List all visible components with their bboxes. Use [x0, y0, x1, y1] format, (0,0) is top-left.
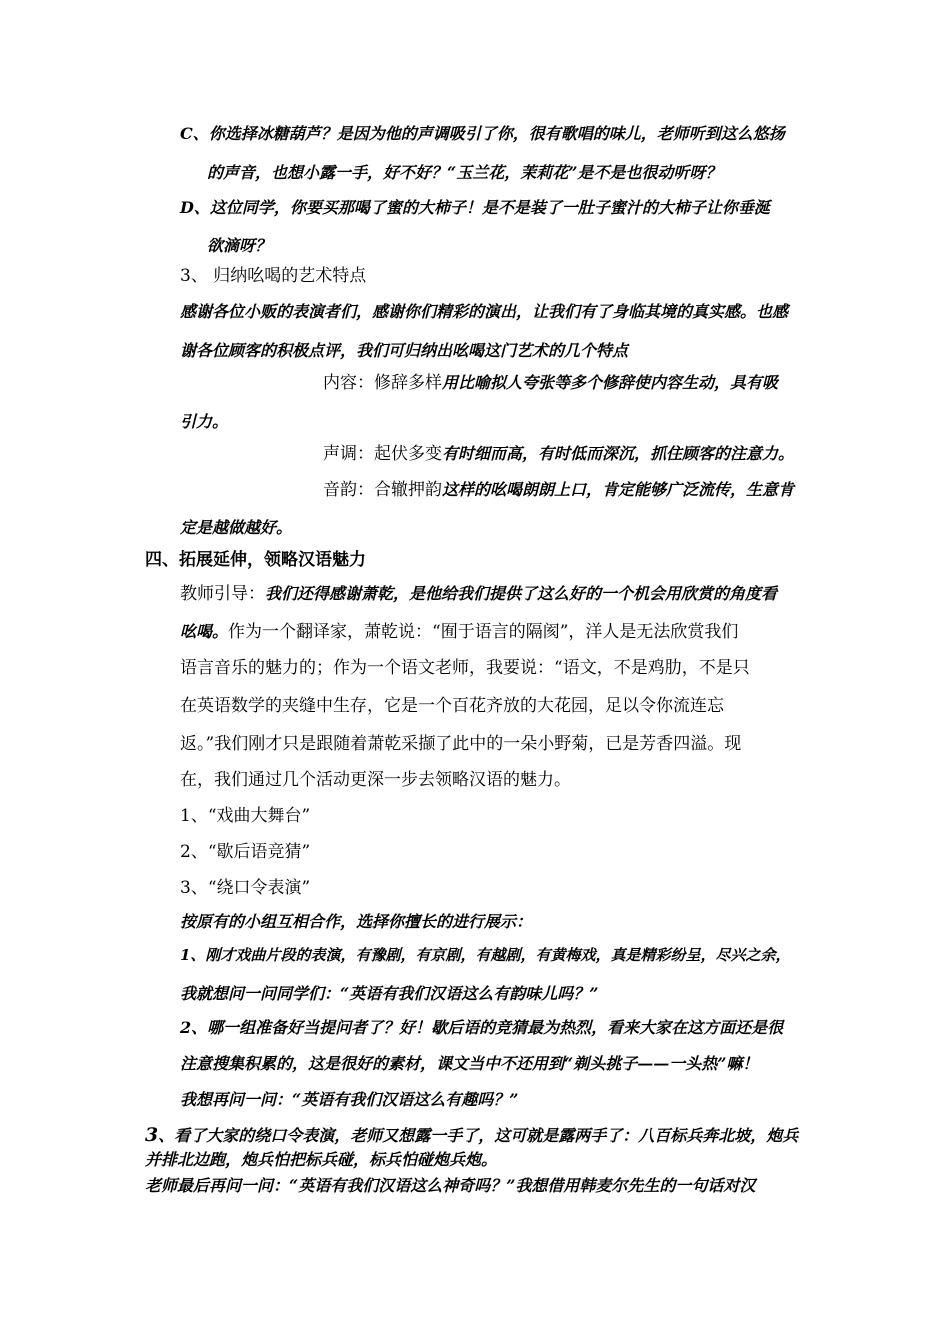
- list-heading: 3、 归纳吆喝的艺术特点: [180, 266, 367, 286]
- teacher-intro-line: [180, 586, 777, 603]
- paragraph-line: 语言音乐的魅力的；作为一个语文老师，我要说：“语文，不是鸡肋，不是只: [180, 658, 750, 678]
- feature-content-line: [323, 375, 778, 392]
- paragraph-line: 谢各位顾客的积极点评，我们可归纳出吆喝这门艺术的几个特点: [180, 341, 629, 360]
- paragraph-line: 2、哪一组准备好当提问者了？好！歇后语的竞猜最为热烈，看来大家在这方面还是很: [180, 1018, 784, 1037]
- paragraph-line: 按原有的小组互相合作，选择你擅长的进行展示：: [180, 912, 533, 931]
- paragraph-line: 引力。: [180, 412, 229, 431]
- paragraph-line: C、你选择冰糖葫芦？是因为他的声调吸引了你，很有歌唱的味儿，老师听到这么悠扬: [180, 124, 785, 143]
- intro-emphasis: 我们还得感谢萧乾，是他给我们提供了这么好的一个机会用欣赏的角度看: [265, 584, 778, 603]
- feature-tone-line: [323, 446, 794, 463]
- paragraph-line: 注意搜集积累的，这是很好的素材，课文当中不还用到“剃头挑子——一头热”嘛！: [180, 1054, 759, 1073]
- feature-description: 有时细而高，有时低而深沉，抓住顾客的注意力。: [442, 444, 795, 463]
- paragraph-line: 的声音，也想小露一手，好不好？“玉兰花，茉莉花”是不是也很动听呀？: [207, 163, 722, 182]
- paragraph-line: 我就想问一问同学们：“英语有我们汉语这么有韵味儿吗？”: [180, 984, 599, 1003]
- paragraph-line: 并排北边跑，炮兵怕把标兵碰，标兵怕碰炮兵炮。: [145, 1150, 498, 1169]
- paragraph-line: 欲滴呀？: [207, 236, 272, 255]
- feature-description: 用比喻拟人夸张等多个修辞使内容生动，具有吸: [442, 373, 779, 392]
- paragraph-line: 感谢各位小贩的表演者们，感谢你们精彩的演出，让我们有了身临其境的真实感。也感: [180, 302, 789, 321]
- paragraph-line: 在，我们通过几个活动更深一步去领略汉语的魅力。: [180, 770, 571, 790]
- activity-item: 3、“绕口令表演”: [180, 878, 311, 898]
- intro-emphasis: 吆喝。: [180, 622, 229, 641]
- paragraph-line: [180, 624, 738, 641]
- paragraph-line: D、这位同学，你要买那喝了蜜的大柿子！是不是装了一肚子蜜汁的大柿子让你垂涎: [180, 198, 770, 217]
- section-heading: 四、拓展延伸，领略汉语魅力: [145, 550, 366, 570]
- paragraph-line: 1、刚才戏曲片段的表演，有豫剧，有京剧，有越剧，有黄梅戏，真是精彩纷呈，尽兴之余，: [180, 946, 791, 964]
- activity-item: 2、“歇后语竞猜”: [180, 842, 311, 862]
- paragraph-line: 返。”我们刚才只是跟随着萧乾采撷了此中的一朵小野菊，已是芳香四溢。现: [180, 734, 742, 754]
- activity-item: 1、“戏曲大舞台”: [180, 806, 311, 826]
- paragraph-line: 定是越做越好。: [180, 518, 293, 537]
- paragraph-line: [145, 1126, 798, 1145]
- intro-text: 作为一个翻译家，萧乾说：“囿于语言的隔阂”，洋人是无法欣赏我们: [228, 622, 739, 642]
- feature-label: 内容：修辞多样: [323, 373, 442, 393]
- feature-description: 这样的吆喝朗朗上口，肯定能够广泛流传，生意肯: [442, 480, 795, 499]
- intro-label: 教师引导：: [180, 584, 265, 604]
- feature-rhyme-line: [323, 482, 794, 499]
- paragraph-line: 在英语数学的夹缝中生存，它是一个百花齐放的大花园，足以令你流连忘: [180, 696, 724, 716]
- feature-label: 声调：起伏多变: [323, 444, 442, 464]
- paragraph-line: 老师最后再问一问：“英语有我们汉语这么神奇吗？”我想借用韩麦尔先生的一句话对汉: [145, 1176, 756, 1195]
- item-text: 、看了大家的绕口令表演，老师又想露一手了，这可就是露两手了：八百标兵奔北坡，炮兵: [158, 1126, 799, 1145]
- paragraph-line: 我想再问一问：“英语有我们汉语这么有趣吗？”: [180, 1090, 519, 1109]
- item-number: 3: [145, 1124, 159, 1146]
- feature-label: 音韵：合辙押韵: [323, 480, 442, 500]
